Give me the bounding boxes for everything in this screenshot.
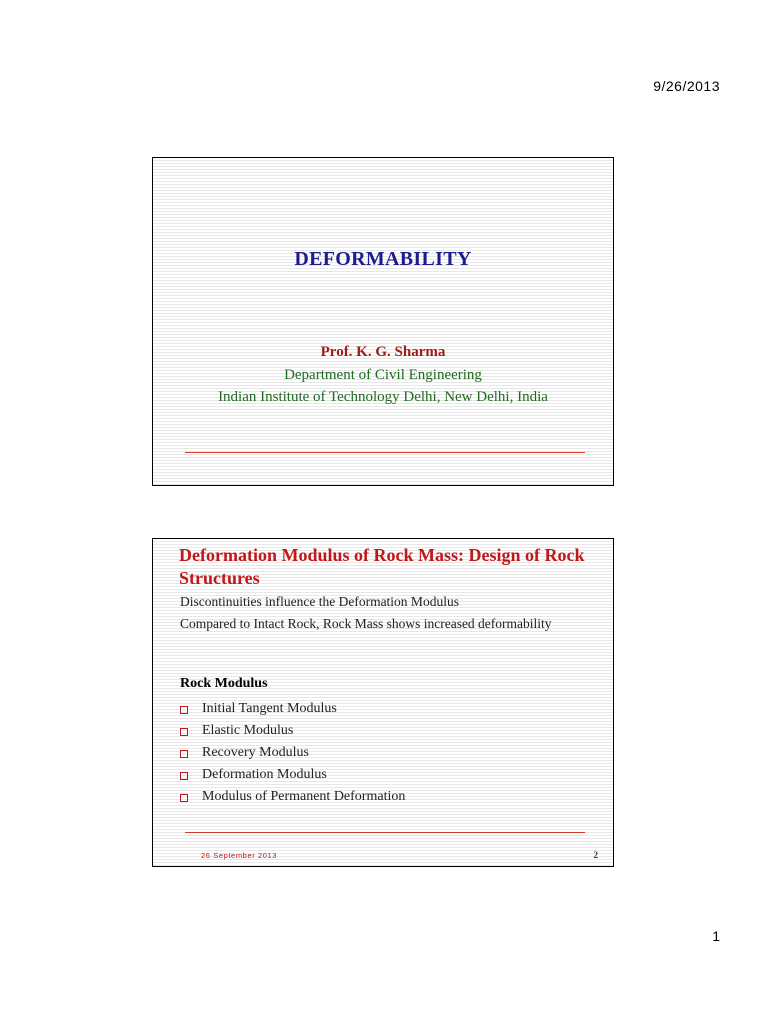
list-item-label: Recovery Modulus <box>202 745 309 760</box>
square-bullet-icon <box>180 772 188 780</box>
list-item <box>180 742 405 764</box>
slide-title: DEFORMABILITY <box>294 248 472 270</box>
list-item <box>180 786 405 808</box>
footer-divider <box>185 452 585 453</box>
modulus-list <box>180 698 405 808</box>
square-bullet-icon <box>180 728 188 736</box>
page-number: 1 <box>712 928 720 944</box>
institute-name: Indian Institute of Technology Delhi, New Delhi, India <box>218 389 548 405</box>
slide-heading: Deformation Modulus of Rock Mass: Design of Rock Structures <box>179 545 585 588</box>
department-name: Department of Civil Engineering <box>284 367 482 383</box>
slide-1-title <box>152 157 614 486</box>
author-name: Prof. K. G. Sharma <box>320 344 446 360</box>
list-item-label: Elastic Modulus <box>202 723 294 738</box>
body-paragraph: Compared to Intact Rock, Rock Mass shows increased deformability <box>180 616 552 631</box>
square-bullet-icon <box>180 794 188 802</box>
list-item <box>180 698 405 720</box>
footer-divider <box>185 832 585 833</box>
list-item-label: Modulus of Permanent Deformation <box>202 789 406 804</box>
slide-2-content <box>152 538 614 867</box>
square-bullet-icon <box>180 750 188 758</box>
list-item <box>180 764 405 786</box>
slide-number: 2 <box>593 850 598 860</box>
body-paragraph: Discontinuities influence the Deformation Modulus <box>180 594 459 609</box>
list-item-label: Deformation Modulus <box>202 767 327 782</box>
slide-footer-date: 26 September 2013 <box>201 851 278 860</box>
square-bullet-icon <box>180 706 188 714</box>
list-item <box>180 720 405 742</box>
list-item-label: Initial Tangent Modulus <box>202 701 337 716</box>
section-subheading: Rock Modulus <box>180 676 268 691</box>
page-date: 9/26/2013 <box>653 78 720 94</box>
